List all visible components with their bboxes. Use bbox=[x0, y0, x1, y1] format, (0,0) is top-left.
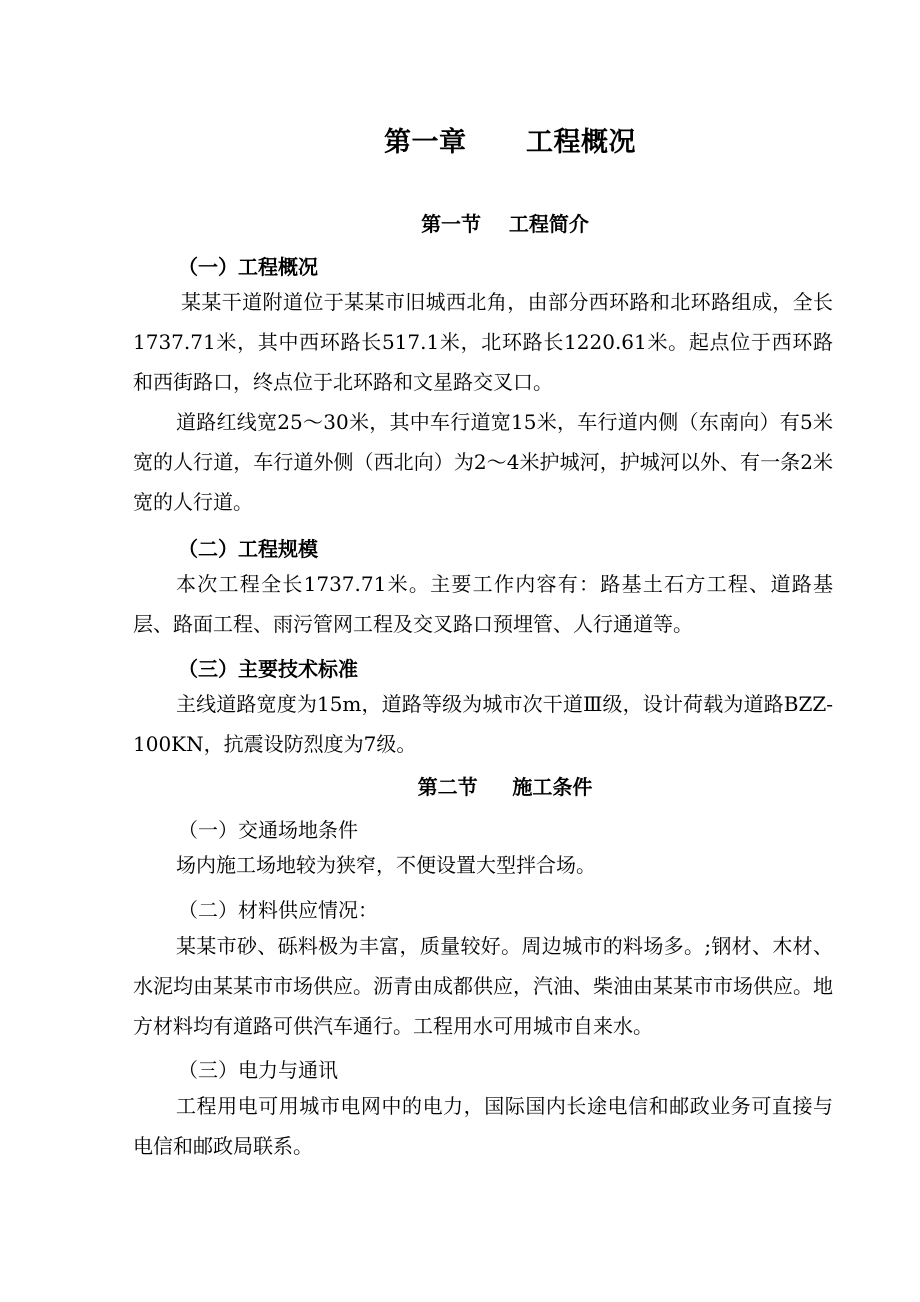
paragraph-overview-2: 道路红线宽25～30米，其中车行道宽15米，车行道内侧（东南向）有5米宽的人行道，车行道外侧（西北向）为2～4米护城河，护城河以外、有一条2米宽的人行道。 bbox=[133, 410, 833, 514]
paragraph-traffic: 场内施工场地较为狭窄，不便设置大型拌合场。 bbox=[176, 853, 596, 877]
subsection-title-scale: （二）工程规模 bbox=[178, 537, 318, 561]
subsection-title-standards: （三）主要技术标准 bbox=[178, 657, 358, 681]
section-title-1: 第一节 工程简介 bbox=[421, 212, 589, 236]
chapter-title: 第一章 工程概况 bbox=[384, 127, 636, 158]
subsection-title-power: （三）电力与通讯 bbox=[178, 1058, 338, 1082]
paragraph-standards: 主线道路宽度为15m，道路等级为城市次干道Ⅲ级，设计荷载为道路BZZ-100KN，抗震设防烈度为7级。 bbox=[133, 692, 833, 756]
section-title-2: 第二节 施工条件 bbox=[417, 775, 593, 799]
paragraph-materials: 某某市砂、砾料极为丰富，质量较好。周边城市的料场多。;钢材、木材、水泥均由某某市市场供应。沥青由成都供应，汽油、柴油由某某市市场供应。地方材料均有道路可供汽车通行。工程用水可用城市自来水。 bbox=[133, 934, 833, 1038]
paragraph-overview-1: 某某干道附道位于某某市旧城西北角，由部分西环路和北环路组成，全长1737.71米，其中西环路长517.1米，北环路长1220.61米。起点位于西环路和西街路口，终点位于北环路和文星路交叉口。 bbox=[133, 290, 833, 394]
subsection-title-traffic: （一）交通场地条件 bbox=[178, 818, 358, 842]
paragraph-scale: 本次工程全长1737.71米。主要工作内容有：路基土石方工程、道路基层、路面工程、雨污管网工程及交叉路口预埋管、人行通道等。 bbox=[133, 572, 833, 636]
subsection-title-overview: （一）工程概况 bbox=[178, 255, 318, 279]
subsection-title-materials: （二）材料供应情况： bbox=[178, 898, 378, 922]
paragraph-power: 工程用电可用城市电网中的电力，国际国内长途电信和邮政业务可直接与电信和邮政局联系。 bbox=[133, 1094, 833, 1158]
